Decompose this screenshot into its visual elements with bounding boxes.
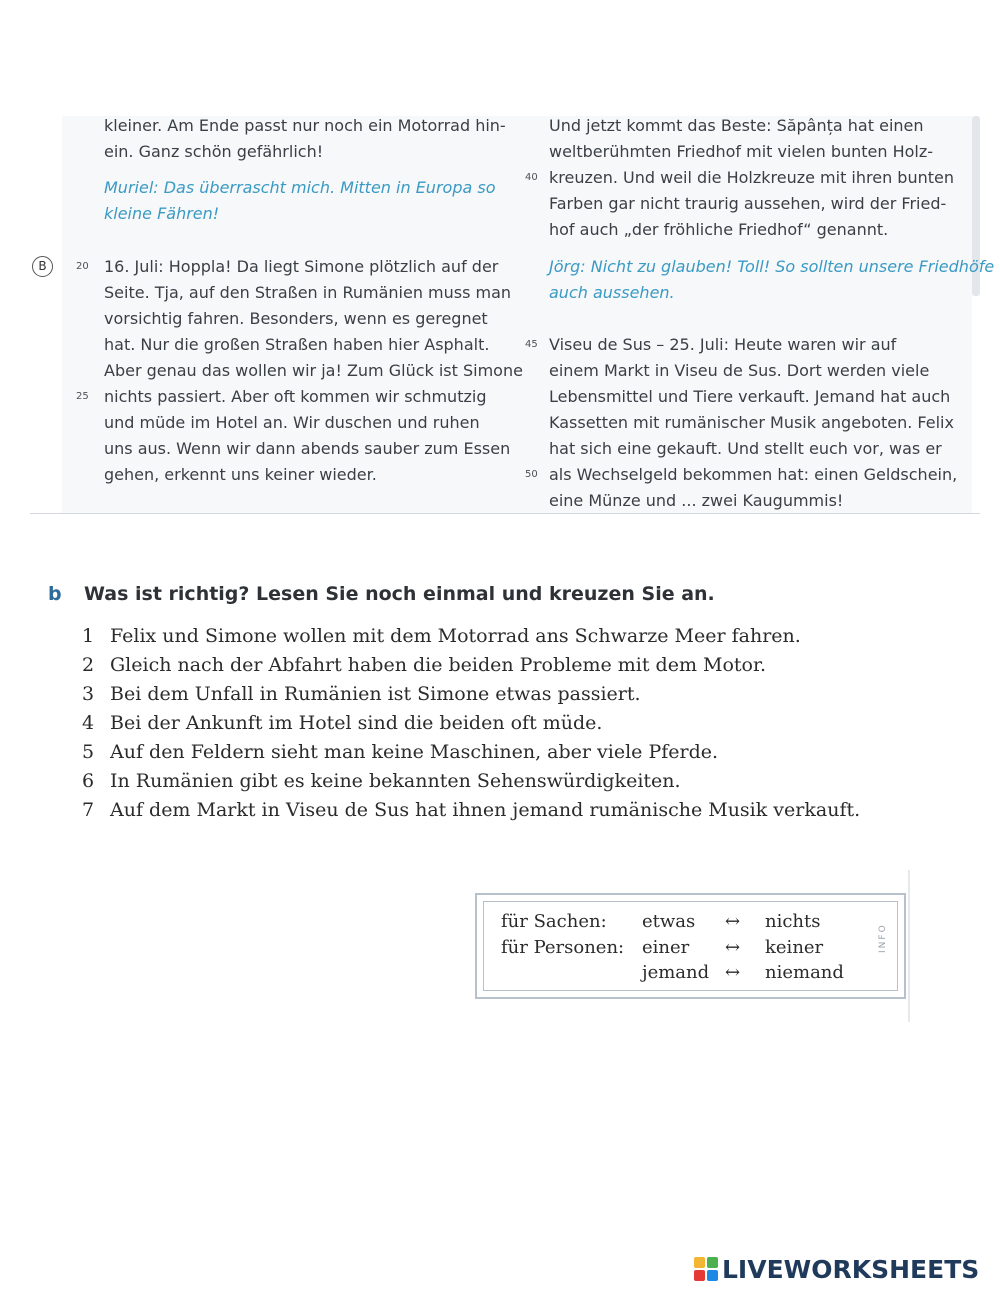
info-positive: etwas <box>642 911 696 932</box>
info-positive: jemand <box>642 962 710 983</box>
line-number: 45 <box>525 339 538 350</box>
item-number: 4 <box>82 712 95 734</box>
item-text: Felix und Simone wollen mit dem Motorrad ans Schwarze Meer fahren. <box>110 625 801 647</box>
passage-line: 16. Juli: Hoppla! Da liegt Simone plötzlich auf der <box>104 257 499 276</box>
exercise-item[interactable] <box>82 680 641 709</box>
passage-line: Kassetten mit rumänischer Musik angeboten. Felix <box>549 413 954 432</box>
double-arrow-icon: ↔ <box>725 911 741 932</box>
passage-line: uns aus. Wenn wir dann abends sauber zum Essen <box>104 439 511 458</box>
exercise-item[interactable] <box>82 796 860 825</box>
passage-line: hof auch „der fröhliche Friedhof“ genannt. <box>549 220 889 239</box>
line-number: 40 <box>525 172 538 183</box>
comment-line: auch aussehen. <box>549 283 675 302</box>
item-number: 6 <box>82 770 95 792</box>
item-number: 2 <box>82 654 95 676</box>
exercise-item[interactable] <box>82 709 602 738</box>
info-label: INFO <box>878 923 888 953</box>
passage-line: Und jetzt kommt das Beste: Săpânța hat einen <box>549 116 924 135</box>
passage-line: nichts passiert. Aber oft kommen wir schmutzig <box>104 387 487 406</box>
item-text: Bei dem Unfall in Rumänien ist Simone etwas passiert. <box>110 683 641 705</box>
passage-line: Seite. Tja, auf den Straßen in Rumänien muss man <box>104 283 512 302</box>
exercise-item[interactable] <box>82 767 681 796</box>
exercise-item[interactable] <box>82 622 801 651</box>
item-number: 5 <box>82 741 95 763</box>
item-number: 3 <box>82 683 95 705</box>
passage-line: als Wechselgeld bekommen hat: einen Geldschein, <box>549 465 958 484</box>
passage-line: hat sich eine gekauft. Und stellt euch vor, was er <box>549 439 942 458</box>
passage-line: Lebensmittel und Tiere verkauft. Jemand hat auch <box>549 387 951 406</box>
passage-line: und müde im Hotel an. Wir duschen und ruhen <box>104 413 480 432</box>
info-negative: niemand <box>765 962 844 983</box>
item-number: 1 <box>82 625 95 647</box>
logo-text: LIVEWORKSHEETS <box>722 1254 980 1284</box>
logo-mark-icon <box>694 1257 718 1281</box>
passage-line: ein. Ganz schön gefährlich! <box>104 142 324 161</box>
item-text: In Rumänien gibt es keine bekannten Sehenswürdigkeiten. <box>110 770 681 792</box>
info-category: für Sachen: <box>501 911 607 932</box>
passage-line: kleiner. Am Ende passt nur noch ein Motorrad hin- <box>104 116 506 135</box>
passage-line: kreuzen. Und weil die Holzkreuze mit ihren bunten <box>549 168 954 187</box>
info-box-edge <box>908 870 910 1022</box>
passage-line: Aber genau das wollen wir ja! Zum Glück ist Simone <box>104 361 523 380</box>
line-number: 25 <box>76 391 89 402</box>
logo-square <box>707 1270 718 1281</box>
double-arrow-icon: ↔ <box>725 962 741 983</box>
line-number: 50 <box>525 469 538 480</box>
info-negative: nichts <box>765 911 821 932</box>
double-arrow-icon: ↔ <box>725 937 741 958</box>
exercise-item[interactable] <box>82 738 718 767</box>
info-negative: keiner <box>765 937 824 958</box>
exercise-letter: b <box>48 583 62 605</box>
item-number: 7 <box>82 799 95 821</box>
comment-line: kleine Fähren! <box>104 204 220 223</box>
item-text: Gleich nach der Abfahrt haben die beiden Probleme mit dem Motor. <box>110 654 767 676</box>
passage-line: Farben gar nicht traurig aussehen, wird der Fried- <box>549 194 947 213</box>
info-category: für Personen: <box>501 937 625 958</box>
passage-line: hat. Nur die großen Straßen haben hier Asphalt. <box>104 335 490 354</box>
comment-line: Jörg: Nicht zu glauben! Toll! So sollten unsere Friedhöfe <box>549 257 995 276</box>
passage-line: gehen, erkennt uns keiner wieder. <box>104 465 377 484</box>
passage-line: Viseu de Sus – 25. Juli: Heute waren wir auf <box>549 335 897 354</box>
item-text: Bei der Ankunft im Hotel sind die beiden oft müde. <box>110 712 603 734</box>
logo-square <box>694 1257 705 1268</box>
info-positive: einer <box>642 937 690 958</box>
comment-line: Muriel: Das überrascht mich. Mitten in Europa so <box>104 178 496 197</box>
exercise-title: Was ist richtig? Lesen Sie noch einmal und kreuzen Sie an. <box>84 583 715 605</box>
passage-line: eine Münze und ... zwei Kaugummis! <box>549 491 844 510</box>
passage-line: vorsichtig fahren. Besonders, wenn es geregnet <box>104 309 488 328</box>
passage-line: weltberühmten Friedhof mit vielen bunten Holz- <box>549 142 934 161</box>
liveworksheets-logo[interactable] <box>694 1254 979 1284</box>
logo-square <box>694 1270 705 1281</box>
passage-line: einem Markt in Viseu de Sus. Dort werden viele <box>549 361 930 380</box>
item-text: Auf dem Markt in Viseu de Sus hat ihnen jemand rumänische Musik verkauft. <box>110 799 861 821</box>
section-marker-b: B <box>32 256 53 277</box>
logo-square <box>707 1257 718 1268</box>
line-number: 20 <box>76 261 89 272</box>
exercise-item[interactable] <box>82 651 766 680</box>
item-text: Auf den Feldern sieht man keine Maschinen, aber viele Pferde. <box>110 741 719 763</box>
